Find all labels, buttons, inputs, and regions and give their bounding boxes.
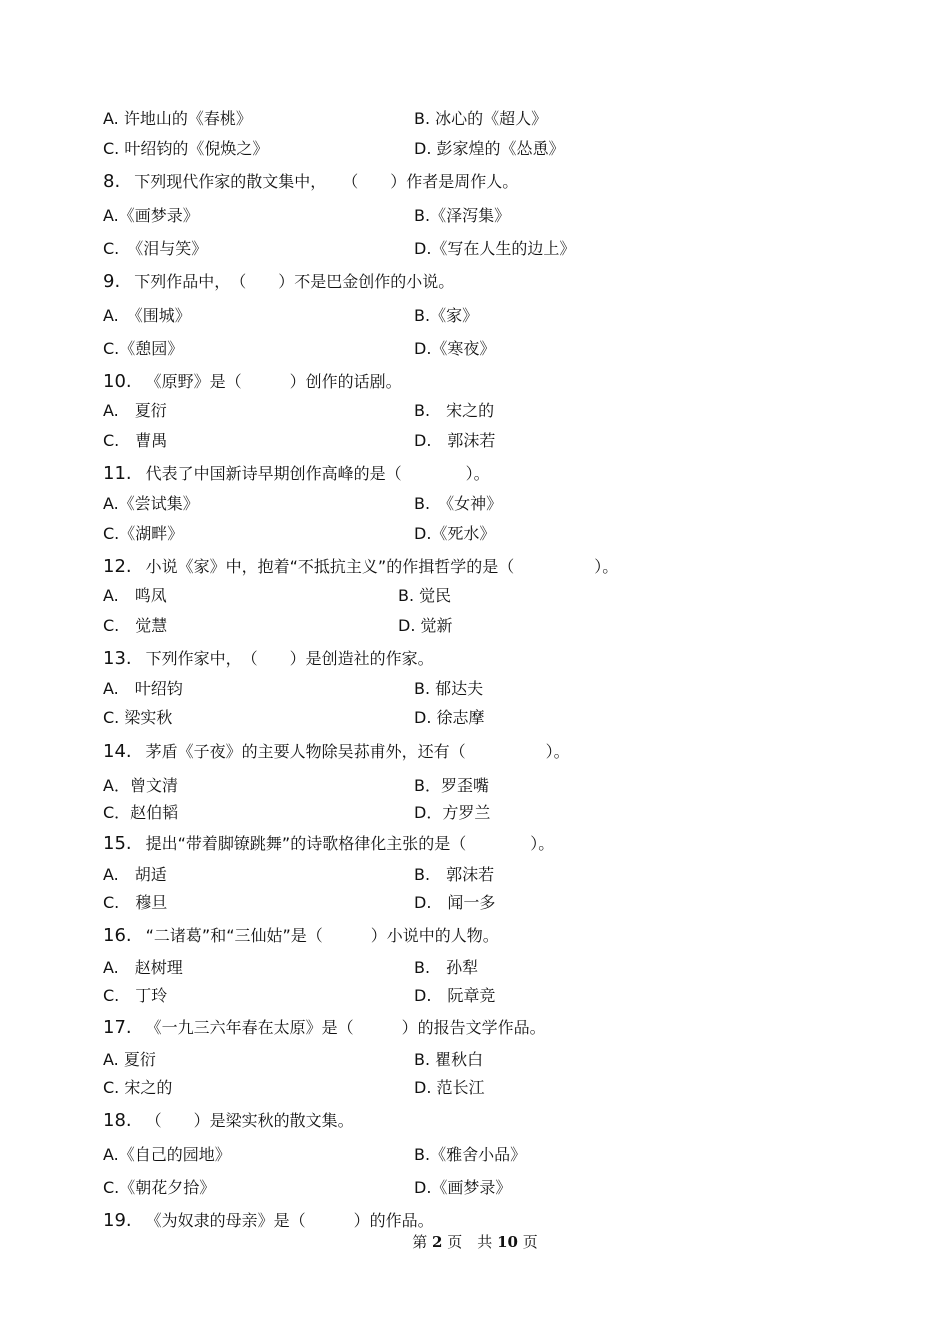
question-number: 12. [103,556,132,577]
option-row [103,136,863,162]
option-right: B.《家》 [414,306,479,325]
option-right: B. 冰心的《超人》 [414,109,548,128]
question [103,646,863,672]
question [103,831,863,857]
option-right: B. 《女神》 [414,494,503,513]
option-row [103,1075,863,1101]
option-row [103,398,863,424]
option-right: D. 徐志摩 [414,708,485,727]
option-row [103,613,863,639]
option-right: D. 彭家煌的《怂恿》 [414,139,565,158]
option-right: D.《寒夜》 [414,339,496,358]
question-text: 小说《家》中，抱着“不抵抗主义”的作揖哲学的是（ ）。 [145,557,619,576]
option-left: A. 鸣凤 [103,586,167,605]
option-row [103,983,863,1009]
option-right: B. 郁达夫 [414,679,484,698]
option-left: C. 曹禺 [103,431,168,450]
option-row [103,890,863,916]
footer-total-pages: 10 [497,1233,518,1251]
question [103,1108,863,1134]
option-right: D．方罗兰 [414,803,491,822]
option-row [103,491,863,517]
question [103,923,863,949]
question-text: 《一九三六年春在太原》是（ ）的报告文学作品。 [145,1018,546,1037]
option-left: A. 夏衍 [103,1050,156,1069]
question-number: 16. [103,925,132,946]
option-left: C. 丁玲 [103,986,168,1005]
option-row [103,955,863,981]
option-left: A.《画梦录》 [103,206,199,225]
question-text: 下列现代作家的散文集中， （ ）作者是周作人。 [134,172,519,191]
option-right: B. 孙犁 [414,958,479,977]
question-text: 提出“带着脚镣跳舞”的诗歌格律化主张的是（ ）。 [145,834,555,853]
option-right: B. 郭沫若 [414,865,495,884]
question-number: 13. [103,648,132,669]
option-right: B. 瞿秋白 [414,1050,484,1069]
option-left: C. 觉慧 [103,616,168,635]
option-left: A. 《围城》 [103,306,191,325]
option-left: C. 叶绍钧的《倪焕之》 [103,139,269,158]
option-right: D. 闻一多 [414,893,496,912]
option-row [103,428,863,454]
option-left: C.《憩园》 [103,339,184,358]
option-right: B.《泽泻集》 [414,206,511,225]
question-text: 茅盾《子夜》的主要人物除吴荪甫外，还有（ ）。 [145,742,570,761]
question-text: 代表了中国新诗早期创作高峰的是（ ）。 [145,464,490,483]
option-left: A. 叶绍钧 [103,679,183,698]
question [103,269,863,295]
question [103,461,863,487]
option-row [103,583,863,609]
footer-page-number: 2 [432,1233,443,1251]
option-row [103,106,863,132]
option-left: A. 胡适 [103,865,167,884]
footer-suffix: 页 [522,1233,538,1251]
option-right: B．罗歪嘴 [414,776,489,795]
option-right: B.《雅舍小品》 [414,1145,527,1164]
question-text: 《原野》是（ ）创作的话剧。 [145,372,402,391]
option-left: C. 穆旦 [103,893,168,912]
option-left: C.《朝花夕拾》 [103,1178,216,1197]
option-row [103,1047,863,1073]
page-footer [0,1230,950,1254]
question-text: 下列作家中， （ ）是创造社的作家。 [145,649,434,668]
option-row [103,800,863,826]
option-left: A. 夏衍 [103,401,167,420]
option-row [103,676,863,702]
option-row [103,203,863,229]
option-row [103,773,863,799]
question-number: 18. [103,1110,132,1131]
option-right: D. 范长江 [414,1078,485,1097]
question [103,554,863,580]
question-number: 15. [103,833,132,854]
question [103,169,863,195]
option-left: C.《湖畔》 [103,524,184,543]
option-left: A．曾文清 [103,776,178,795]
question-number: 9. [103,271,121,292]
question-text: 下列作品中， （ ）不是巴金创作的小说。 [134,272,455,291]
option-row [103,1175,863,1201]
question-number: 11. [103,463,132,484]
option-right: B. 觉民 [398,586,452,605]
option-left: A.《尝试集》 [103,494,199,513]
option-row [103,336,863,362]
option-left: A. 赵树理 [103,958,183,977]
option-left: A. 许地山的《春桃》 [103,109,252,128]
option-right: D. 觉新 [398,616,453,635]
question [103,739,863,765]
option-right: B. 宋之的 [414,401,495,420]
option-right: D.《死水》 [414,524,496,543]
option-right: D.《画梦录》 [414,1178,512,1197]
question-text: “二诸葛”和“三仙姑”是（ ）小说中的人物。 [145,926,499,945]
option-right: D. 郭沫若 [414,431,496,450]
option-left: A.《自己的园地》 [103,1145,231,1164]
question-number: 14. [103,741,132,762]
option-row [103,1142,863,1168]
question [103,1015,863,1041]
option-right: D.《写在人生的边上》 [414,239,576,258]
option-left: C. 宋之的 [103,1078,173,1097]
option-left: C．赵伯韬 [103,803,179,822]
question-text: 《为奴隶的母亲》是（ ）的作品。 [145,1211,434,1230]
option-right: D. 阮章竞 [414,986,496,1005]
option-row [103,303,863,329]
option-row [103,862,863,888]
option-left: C. 《泪与笑》 [103,239,208,258]
question-number: 10. [103,371,132,392]
question [103,369,863,395]
option-row [103,236,863,262]
option-row [103,521,863,547]
question-text: （ ）是梁实秋的散文集。 [145,1111,354,1130]
question-number: 8. [103,171,121,192]
option-left: C. 梁实秋 [103,708,173,727]
question-number: 17. [103,1017,132,1038]
footer-prefix: 第 [412,1233,428,1251]
option-row [103,705,863,731]
footer-middle: 页 共 [447,1233,493,1251]
question-number: 19. [103,1210,132,1231]
